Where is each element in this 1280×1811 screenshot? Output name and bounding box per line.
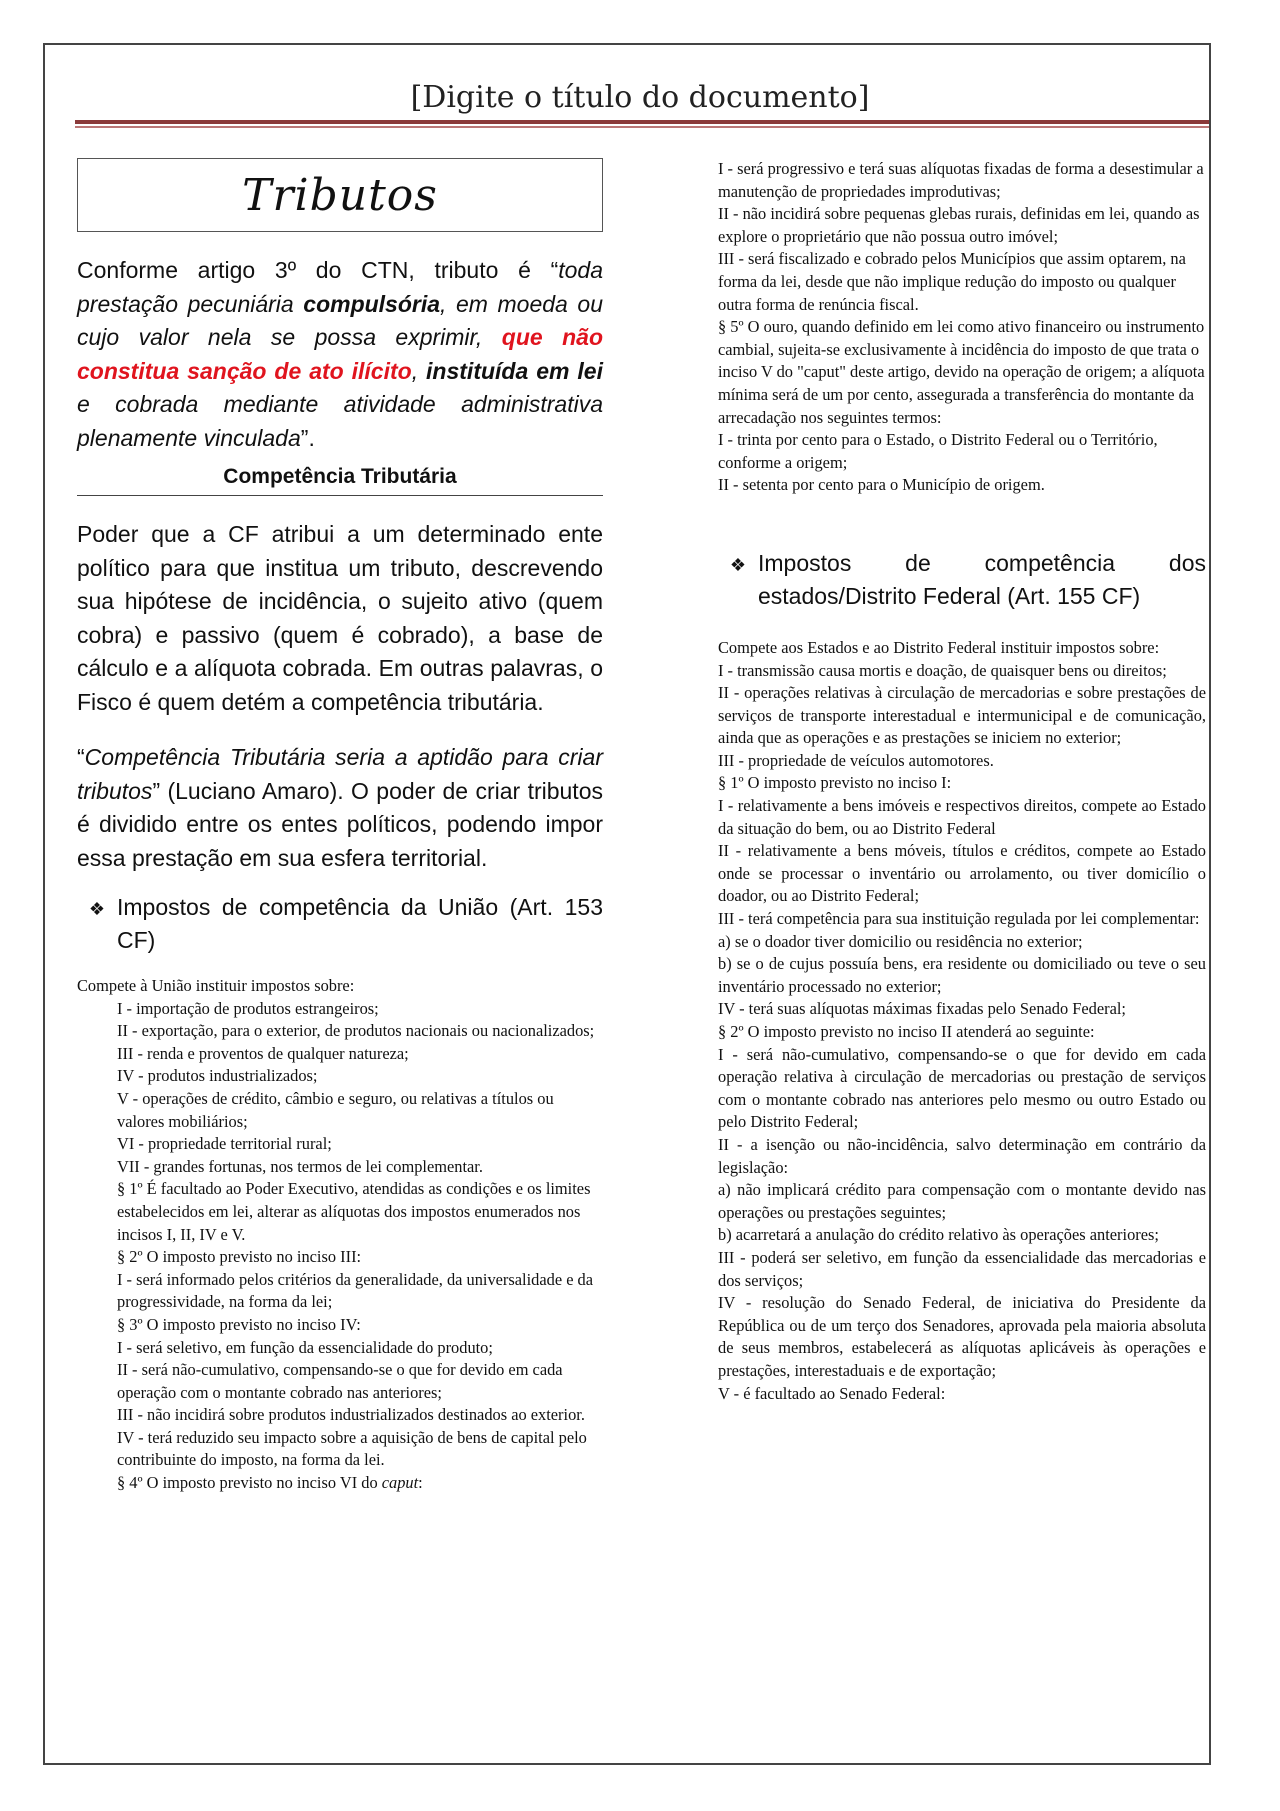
- competencia-paragraph: [77, 518, 603, 719]
- article-line: § 5º O ouro, quando definido em lei como ativo financeiro ou instrumento cambial, sujeita-se exclusivamente à incidência do imposto de que trata o inciso V do "caput" deste artigo, devido na operação de origem; a alíquota mínima será de um por cento, assegurada a transferência do montante da arrecadação nos seguintes termos:: [718, 317, 1205, 427]
- uniao-last-a: § 4º O imposto previsto no inciso VI do: [117, 1473, 382, 1493]
- competencia-text: Poder que a CF atribui a um determinado ente político para que institua um tributo, descrevendo sua hipótese de incidência, o sujeito ativo (quem cobra) e passivo (quem é cobrado), a base de cálculo e a alíquota cobrada. Em outras palavras, o Fisco é quem detém a competência tributária.: [77, 521, 603, 715]
- article-line: § 1º É facultado ao Poder Executivo, atendidas as condições e os limites estabelecidos em lei, alterar as alíquotas dos impostos enumerados nos incisos I, II, IV e V.: [117, 1179, 591, 1244]
- quote-rest: ” (Luciano Amaro). O poder de criar tributos é dividido entre os entes políticos, podendo impor essa prestação em sua esfera territorial.: [77, 777, 603, 871]
- intro-paragraph: [77, 254, 603, 455]
- intro-instituida: instituída em lei: [426, 357, 603, 384]
- article-line: I - será progressivo e terá suas alíquotas fixadas de forma a desestimular a manutenção de propriedades improdutivas;: [718, 159, 1204, 201]
- article-line: III - renda e proventos de qualquer natureza;: [117, 1043, 409, 1063]
- right-column: [718, 158, 1206, 1405]
- uniao-last-caput: caput: [381, 1473, 419, 1493]
- estados-article: [718, 637, 1206, 1405]
- uniao-last-line: [77, 1472, 603, 1495]
- article-line: IV - resolução do Senado Federal, de iniciativa do Presidente da República ou de um terço dos Senadores, aprovada pela maioria absoluta de seus membros, estabelecerá as alíquotas aplicáveis às operações e prestações, interestaduais e de exportação;: [718, 1293, 1206, 1380]
- tributos-title-box: [77, 158, 603, 232]
- intro-compulsoria: compulsória: [303, 290, 441, 317]
- uniao-intro: Compete à União instituir impostos sobre:: [77, 976, 355, 995]
- quote-open: “: [77, 744, 85, 770]
- intro-text-8: e cobrada mediante atividade administrativa plenamente vinculada: [77, 391, 603, 451]
- article-line: V - operações de crédito, câmbio e seguro, ou relativas a títulos ou valores mobiliários;: [117, 1088, 554, 1131]
- article-line: V - é facultado ao Senado Federal:: [718, 1383, 946, 1403]
- uniao-heading-text: Impostos de competência da União (Art. 153 CF): [117, 894, 603, 953]
- intro-text-4: , em moeda ou cujo valor nela se possa exprimir,: [77, 290, 604, 350]
- intro-sancao-highlight: que não constitua sanção de ato ilícito: [77, 324, 604, 384]
- uniao-last-c: :: [418, 1473, 423, 1493]
- intro-text-1: Conforme artigo 3º do CTN, tributo é “: [77, 257, 559, 283]
- article-line: b) se o de cujus possuía bens, era residente ou domiciliado ou teve o seu inventário processado no exterior;: [718, 954, 1206, 996]
- article-line: § 2º O imposto previsto no inciso III:: [117, 1247, 362, 1267]
- article-line: III - poderá ser seletivo, em função da essencialidade das mercadorias e dos serviços;: [718, 1247, 1206, 1290]
- article-line: a) se o doador tiver domicilio ou residência no exterior;: [718, 931, 1083, 951]
- uniao-article: [77, 975, 603, 1495]
- article-line: III - propriedade de veículos automotores.: [718, 750, 994, 770]
- diamond-bullet-icon: ❖: [88, 899, 106, 919]
- title-rule-thick: [75, 120, 1209, 124]
- competencia-heading: Competência Tributária: [77, 465, 603, 496]
- intro-text-6: ,: [411, 357, 427, 384]
- estados-heading: [718, 547, 1206, 613]
- article-line: IV - terá suas alíquotas máximas fixadas pelo Senado Federal;: [718, 999, 1126, 1019]
- article-line: I - relativamente a bens imóveis e respectivos direitos, compete ao Estado da situação do bem, ou ao Distrito Federal: [718, 796, 1206, 838]
- estados-heading-text: Impostos de competência dos estados/Distrito Federal (Art. 155 CF): [758, 549, 1206, 609]
- article-line: IV - produtos industrializados;: [117, 1066, 318, 1086]
- article-line: I - importação de produtos estrangeiros;: [117, 998, 379, 1018]
- article-line: VII - grandes fortunas, nos termos de lei complementar.: [117, 1156, 483, 1176]
- article-line: I - transmissão causa mortis e doação, de quaisquer bens ou direitos;: [718, 660, 1167, 680]
- article-line: II - relativamente a bens móveis, títulos e créditos, compete ao Estado onde se processar o inventário ou arrolamento, ou tiver domicílio o doador, ou ao Distrito Federal;: [718, 841, 1206, 906]
- article-line: I - será não-cumulativo, compensando-se o que for devido em cada operação relativa à circulação de mercadorias ou prestação de serviços com o montante cobrado nas anteriores pelo mesmo ou outro Estado ou pelo Distrito Federal;: [718, 1044, 1206, 1132]
- article-line: IV - terá reduzido seu impacto sobre a aquisição de bens de capital pelo contribuinte do imposto, na forma da lei.: [117, 1427, 587, 1470]
- intro-text-2: toda prestação pecuniária: [77, 257, 603, 317]
- article-line: Compete aos Estados e ao Distrito Federal instituir impostos sobre:: [718, 637, 1160, 657]
- article-line: § 2º O imposto previsto no inciso II atenderá ao seguinte:: [718, 1022, 1095, 1041]
- article-line: I - trinta por cento para o Estado, o Distrito Federal ou o Território, conforme a origem;: [718, 430, 1158, 472]
- article-line: II - a isenção ou não-incidência, salvo determinação em contrário da legislação:: [718, 1134, 1206, 1177]
- article-line: II - setenta por cento para o Município de origem.: [718, 475, 1045, 495]
- article-line: § 1º O imposto previsto no inciso I:: [718, 773, 952, 793]
- article-line: I - será informado pelos critérios da generalidade, da universalidade e da progressividade, na forma da lei;: [117, 1269, 594, 1312]
- article-line: II - operações relativas à circulação de mercadorias e sobre prestações de serviços de transporte interestadual e intermunicipal e de comunicação, ainda que as operações e as prestações se iniciem no exterior;: [718, 683, 1206, 748]
- diamond-bullet-icon: ❖: [729, 554, 747, 575]
- left-column: [77, 158, 603, 1495]
- quote-paragraph: [77, 741, 603, 875]
- article-line: § 3º O imposto previsto no inciso IV:: [117, 1314, 361, 1334]
- article-line: VI - propriedade territorial rural;: [117, 1134, 332, 1154]
- article-line: b) acarretará a anulação do crédito relativo às operações anteriores;: [718, 1225, 1159, 1245]
- itr-continuation: [718, 158, 1206, 497]
- uniao-list: [77, 998, 603, 1472]
- article-line: II - exportação, para o exterior, de produtos nacionais ou nacionalizados;: [117, 1021, 595, 1041]
- tributos-title: Tributos: [242, 169, 438, 221]
- article-line: a) não implicará crédito para compensação com o montante devido nas operações ou prestações seguintes;: [718, 1180, 1206, 1222]
- article-line: III - terá competência para sua instituição regulada por lei complementar:: [718, 909, 1200, 929]
- intro-text-9: ”.: [300, 424, 315, 451]
- article-line: II - não incidirá sobre pequenas glebas rurais, definidas em lei, quando as explore o proprietário que não possua outro imóvel;: [718, 204, 1200, 246]
- article-line: II - será não-cumulativo, compensando-se o que for devido em cada operação com o montante cobrado nas anteriores;: [117, 1360, 563, 1402]
- title-rule-thin: [75, 126, 1209, 128]
- article-line: I - será seletivo, em função da essencialidade do produto;: [117, 1337, 493, 1357]
- uniao-heading: [77, 891, 603, 957]
- article-line: III - não incidirá sobre produtos industrializados destinados ao exterior.: [117, 1405, 585, 1425]
- document-title: [Digite o título do documento]: [410, 80, 870, 115]
- article-line: III - será fiscalizado e cobrado pelos Municípios que assim optarem, na forma da lei, desde que não implique redução do imposto ou qualquer outra forma de renúncia fiscal.: [718, 249, 1186, 314]
- quote-text: Competência Tributária seria a aptidão para criar tributos: [77, 744, 603, 804]
